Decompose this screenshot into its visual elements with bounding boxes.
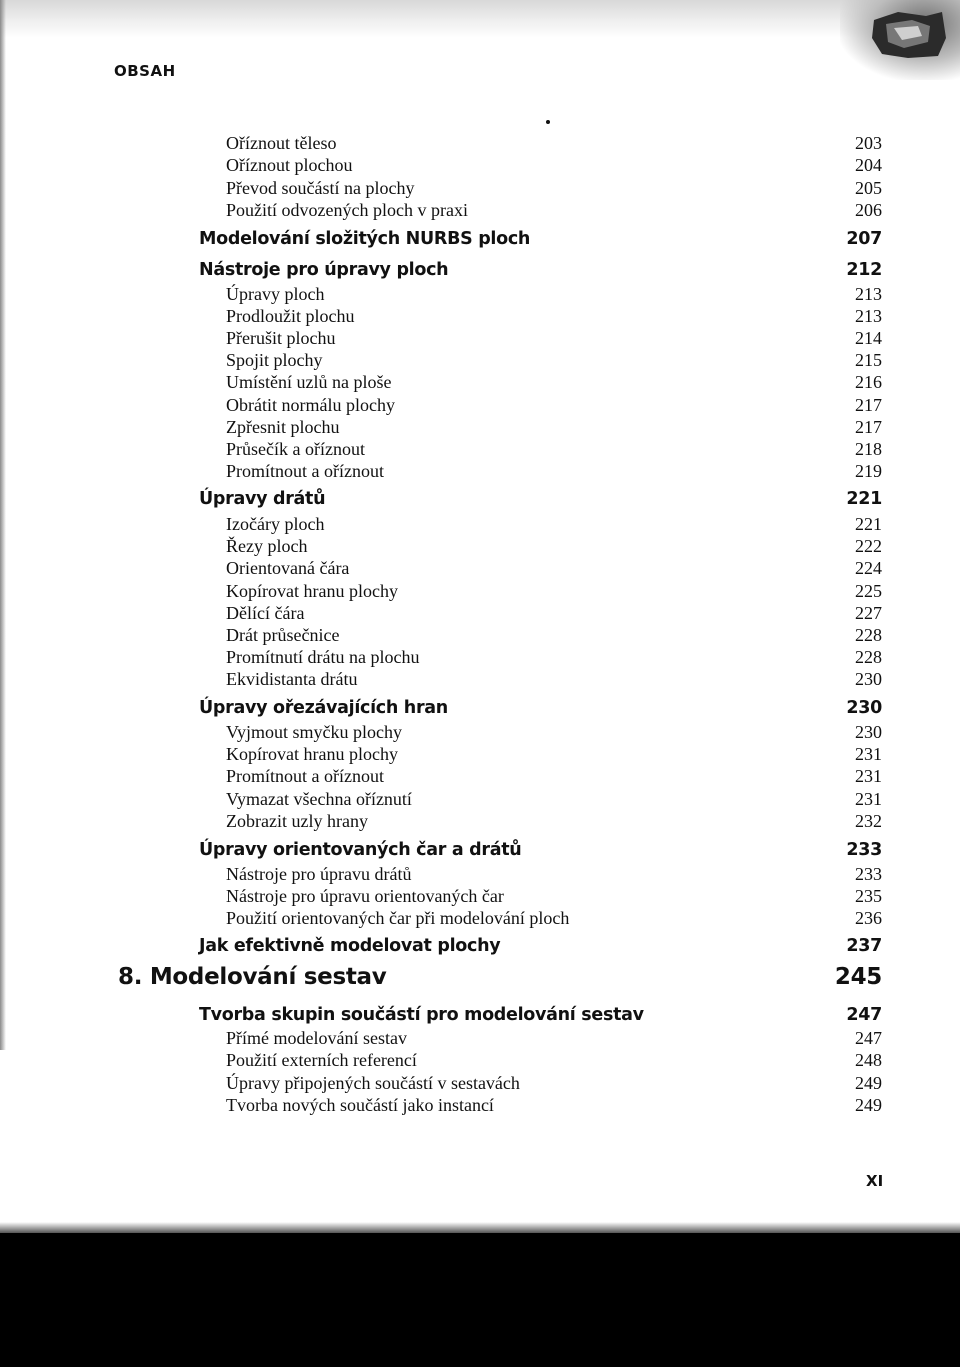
toc-entry-page: 225 [855,581,882,601]
toc-entry-title: Ekvidistanta drátu [226,669,358,689]
toc-item[interactable] [0,1093,960,1117]
toc-entry-page: 217 [855,417,882,437]
section-header: OBSAH [114,62,176,80]
toc-entry-page: 218 [855,439,882,459]
toc-entry-page: 215 [855,350,882,370]
toc-section[interactable] [0,258,960,282]
toc-item[interactable] [0,176,960,200]
toc-entry-title: Oříznout plochou [226,155,353,175]
toc-entry-page: 236 [855,908,882,928]
toc-entry-page: 213 [855,284,882,304]
toc-item[interactable] [0,579,960,603]
toc-entry-title: Úpravy ořezávajících hran [199,698,448,718]
toc-entry-page: 233 [846,840,882,860]
toc-entry-title: Umístění uzlů na ploše [226,372,392,392]
page-number: XI [866,1172,884,1190]
toc-entry-page: 230 [855,722,882,742]
toc-entry-title: 8. Modelování sestav [118,964,387,990]
toc-entry-page: 249 [855,1095,882,1115]
toc-entry-page: 249 [855,1073,882,1093]
toc-item[interactable] [0,720,960,744]
toc-entry-page: 207 [846,229,882,249]
toc-entry-title: Zobrazit uzly hrany [226,811,368,831]
toc-entry-title: Spojit plochy [226,350,323,370]
toc-item[interactable] [0,326,960,350]
toc-section[interactable] [0,227,960,251]
toc-entry-title: Prodloužit plochu [226,306,355,326]
toc-item[interactable] [0,512,960,536]
toc-item[interactable] [0,906,960,930]
toc-entry-title: Průsečík a oříznout [226,439,365,459]
toc-item[interactable] [0,556,960,580]
toc-entry-title: Modelování složitých NURBS ploch [199,229,531,249]
toc-entry-page: 213 [855,306,882,326]
toc-entry-title: Promítnout a oříznout [226,461,384,481]
toc-item[interactable] [0,437,960,461]
toc-item[interactable] [0,645,960,669]
scan-bottom-border [0,1233,960,1367]
toc-entry-title: Úpravy orientovaných čar a drátů [199,840,522,860]
toc-item[interactable] [0,393,960,417]
toc-entry-page: 245 [834,964,882,990]
toc-entry-page: 214 [855,328,882,348]
toc-entry-page: 224 [855,558,882,578]
toc-item[interactable] [0,787,960,811]
toc-entry-title: Izočáry ploch [226,514,325,534]
toc-entry-page: 230 [846,698,882,718]
toc-section[interactable] [0,696,960,720]
toc-entry-page: 231 [855,744,882,764]
toc-entry-page: 217 [855,395,882,415]
toc-entry-title: Kopírovat hranu plochy [226,581,398,601]
toc-entry-title: Dělící čára [226,603,305,623]
toc-item[interactable] [0,534,960,558]
toc-entry-page: 233 [855,864,882,884]
toc-item[interactable] [0,1071,960,1095]
toc-item[interactable] [0,459,960,483]
toc-entry-page: 222 [855,536,882,556]
toc-chapter[interactable] [0,961,960,993]
toc-entry-page: 219 [855,461,882,481]
toc-item[interactable] [0,1048,960,1072]
toc-entry-page: 230 [855,669,882,689]
toc-entry-title: Úpravy ploch [226,284,325,304]
toc-entry-title: Použití externích referencí [226,1050,417,1070]
toc-entry-title: Řezy ploch [226,536,308,556]
toc-entry-title: Nástroje pro úpravu orientovaných čar [226,886,504,906]
toc-entry-page: 231 [855,789,882,809]
scan-speck [546,120,550,124]
toc-item[interactable] [0,198,960,222]
toc-entry-page: 237 [846,936,882,956]
toc-entry-title: Použití orientovaných čar při modelování ploch [226,908,570,928]
toc-entry-page: 205 [855,178,882,198]
toc-entry-title: Obrátit normálu plochy [226,395,395,415]
toc-section[interactable] [0,838,960,862]
toc-entry-title: Kopírovat hranu plochy [226,744,398,764]
toc-item[interactable] [0,623,960,647]
toc-entry-title: Úpravy připojených součástí v sestavách [226,1073,520,1093]
toc-item[interactable] [0,884,960,908]
toc-entry-page: 248 [855,1050,882,1070]
toc-item[interactable] [0,862,960,886]
toc-entry-title: Nástroje pro úpravu drátů [226,864,412,884]
toc-section[interactable] [0,487,960,511]
toc-entry-title: Vymazat všechna oříznutí [226,789,412,809]
toc-item[interactable] [0,601,960,625]
scan-corner-stamp-icon [868,8,948,60]
toc-entry-title: Promítnutí drátu na plochu [226,647,420,667]
scan-bottom-shadow [0,1222,960,1233]
toc-entry-title: Přímé modelování sestav [226,1028,407,1048]
toc-section[interactable] [0,1003,960,1027]
toc-entry-page: 247 [855,1028,882,1048]
toc-entry-title: Přerušit plochu [226,328,336,348]
toc-entry-page: 231 [855,766,882,786]
toc-item[interactable] [0,282,960,306]
toc-entry-title: Tvorba skupin součástí pro modelování sestav [199,1005,644,1025]
toc-item[interactable] [0,742,960,766]
toc-section[interactable] [0,934,960,958]
toc-entry-page: 227 [855,603,882,623]
toc-entry-page: 228 [855,625,882,645]
toc-item[interactable] [0,415,960,439]
toc-entry-title: Nástroje pro úpravy ploch [199,260,449,280]
toc-item[interactable] [0,1026,960,1050]
toc-item[interactable] [0,809,960,833]
toc-entry-page: 206 [855,200,882,220]
toc-item[interactable] [0,764,960,788]
toc-entry-title: Vyjmout smyčku plochy [226,722,402,742]
toc-entry-page: 235 [855,886,882,906]
toc-entry-page: 228 [855,647,882,667]
toc-entry-title: Orientovaná čára [226,558,350,578]
toc-entry-title: Zpřesnit plochu [226,417,340,437]
toc-entry-page: 212 [846,260,882,280]
toc-entry-title: Úpravy drátů [199,489,326,509]
toc-entry-page: 247 [846,1005,882,1025]
toc-entry-title: Promítnout a oříznout [226,766,384,786]
toc-entry-title: Oříznout těleso [226,133,337,153]
toc-entry-title: Převod součástí na plochy [226,178,415,198]
toc-item[interactable] [0,667,960,691]
toc-entry-page: 221 [846,489,882,509]
toc-item[interactable] [0,131,960,155]
toc-entry-page: 232 [855,811,882,831]
toc-entry-title: Použití odvozených ploch v praxi [226,200,468,220]
toc-item[interactable] [0,370,960,394]
toc-entry-title: Jak efektivně modelovat plochy [199,936,501,956]
toc-entry-page: 221 [855,514,882,534]
toc-entry-page: 203 [855,133,882,153]
toc-item[interactable] [0,348,960,372]
toc-entry-title: Tvorba nových součástí jako instancí [226,1095,494,1115]
scan-top-shadow [0,0,960,38]
toc-item[interactable] [0,153,960,177]
toc-entry-title: Drát průsečnice [226,625,340,645]
toc-item[interactable] [0,304,960,328]
toc-entry-page: 204 [855,155,882,175]
toc-entry-page: 216 [855,372,882,392]
